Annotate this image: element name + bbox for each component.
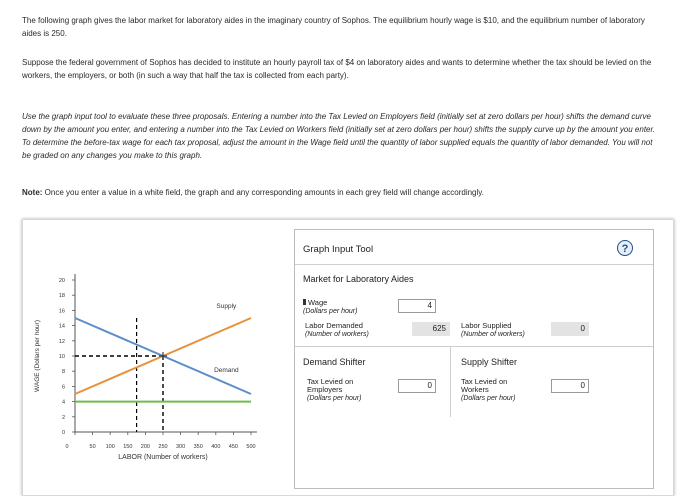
x-tick-label: 50 — [89, 444, 96, 450]
help-icon[interactable]: ? — [617, 240, 633, 256]
tax-workers-label-group — [461, 378, 515, 403]
supply-shifter-title: Supply Shifter — [461, 357, 518, 367]
labor-demanded-label: Labor Demanded — [305, 321, 363, 330]
y-tick-label: 8 — [61, 369, 65, 376]
tax-employers-label-line1: Tax Levied on — [307, 377, 354, 386]
labor-supplied-value: 0 — [551, 322, 589, 336]
labor-supplied-label-group — [461, 322, 525, 339]
x-axis-label: LABOR (Number of workers) — [118, 454, 208, 461]
note-label: Note: — [22, 188, 43, 197]
intro-paragraph-2: Suppose the federal government of Sophos has decided to institute an hourly payroll tax of $4 on laboratory aides and wants to determine whether the tax should be levied on the workers, the employers, or both (in such a way that half the tax is collected from each party). — [22, 58, 652, 80]
y-tick-label: 18 — [58, 293, 65, 300]
tax-workers-units: (Dollars per hour) — [461, 395, 516, 402]
labor-demanded-value: 625 — [412, 322, 450, 336]
shifter-section — [295, 346, 653, 489]
tax-employers-units: (Dollars per hour) — [307, 395, 362, 402]
demand-shifter-title: Demand Shifter — [303, 357, 366, 367]
y-tick-label: 4 — [61, 399, 65, 406]
market-title: Market for Laboratory Aides — [303, 274, 414, 284]
tax-employers-label-line2: Employers — [307, 385, 343, 394]
tax-employers-input[interactable]: 0 — [398, 379, 436, 393]
wage-label-group — [303, 299, 357, 316]
wage-label: Wage — [308, 298, 328, 307]
wage-input[interactable]: 4 — [398, 299, 436, 313]
x-tick-label: 150 — [123, 444, 133, 450]
tax-workers-input[interactable]: 0 — [551, 379, 589, 393]
y-tick-label: 0 — [61, 430, 65, 436]
x-tick-label: 450 — [228, 444, 238, 450]
note-paragraph — [22, 186, 662, 199]
market-section — [295, 264, 653, 347]
graph-card — [22, 219, 674, 496]
shifter-divider — [450, 347, 451, 417]
tax-workers-label-line1: Tax Levied on — [461, 377, 508, 386]
y-tick-label: 14 — [58, 323, 65, 330]
note-text: Once you enter a value in a white field, the graph and any corresponding amounts in each grey field will change accordingly. — [42, 188, 484, 197]
tool-title: Graph Input Tool — [303, 244, 374, 255]
labor-market-chart[interactable] — [23, 220, 293, 495]
x-tick-label: 250 — [158, 444, 168, 450]
y-tick-label: 20 — [58, 278, 65, 284]
y-tick-label: 6 — [61, 384, 65, 391]
x-tick-label: 300 — [176, 444, 186, 450]
x-tick-label: 0 — [65, 444, 69, 450]
labor-supplied-units: (Number of workers) — [461, 331, 525, 338]
x-tick-label: 350 — [193, 444, 203, 450]
wage-marker-icon — [303, 299, 306, 305]
y-tick-label: 10 — [58, 354, 65, 360]
x-tick-label: 200 — [140, 444, 150, 450]
wage-units: (Dollars per hour) — [303, 308, 358, 315]
y-axis-label: WAGE (Dollars per hour) — [34, 320, 41, 392]
supply-label: Supply — [216, 303, 237, 311]
x-tick-label: 100 — [105, 444, 115, 450]
y-tick-label: 16 — [58, 308, 65, 315]
labor-demanded-units: (Number of workers) — [305, 331, 369, 338]
x-tick-label: 500 — [246, 444, 256, 450]
labor-supplied-label: Labor Supplied — [461, 321, 512, 330]
y-tick-label: 12 — [58, 338, 65, 345]
labor-demanded-label-group — [305, 322, 369, 339]
instructions-paragraph: Use the graph input tool to evaluate these three proposals. Entering a number into the Tax Levied on Employers field (initially set at zero dollars per hour) shifts the demand curve down by the amount you enter, and entering a number into the Tax Levied on Workers field (initially set at zero dollars per hour) shifts the supply curve up by the amount you enter. To determine the before-tax wage for each tax proposal, adjust the amount in the Wage field until the quantity of labor supplied equals the quantity of labor demanded. You will not be graded on any changes you make to this graph. — [22, 112, 656, 160]
demand-label: Demand — [214, 366, 239, 374]
tax-employers-label-group — [307, 378, 361, 403]
x-tick-label: 400 — [211, 444, 221, 450]
y-tick-label: 2 — [61, 414, 65, 421]
tax-workers-label-line2: Workers — [461, 385, 489, 394]
intro-paragraph-1: The following graph gives the labor market for laboratory aides in the imaginary country of Sophos. The equilibrium hourly wage is $10, and the equilibrium number of laboratory aides is 250. — [22, 16, 645, 38]
graph-input-tool — [294, 229, 654, 489]
